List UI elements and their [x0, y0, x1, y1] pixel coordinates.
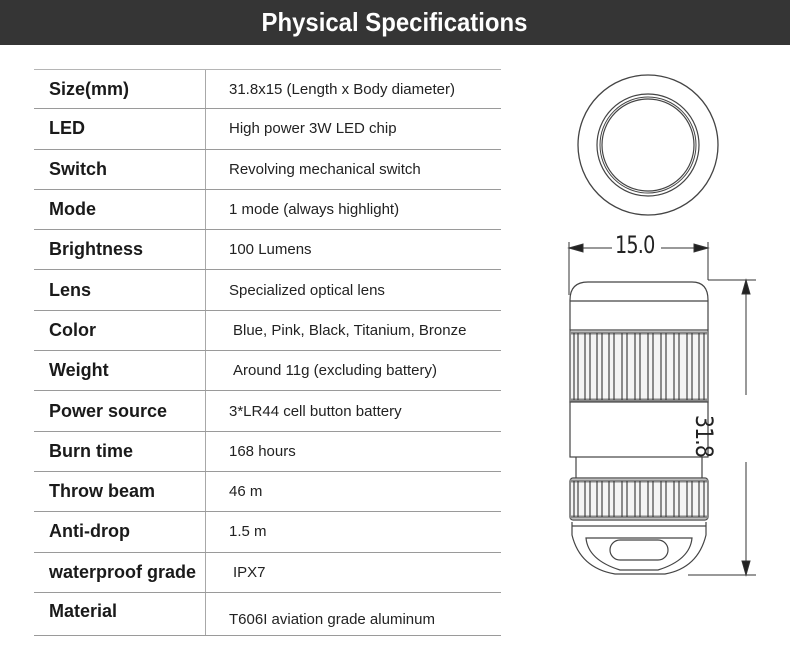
spec-row-material [34, 593, 501, 636]
spec-row-burn-time [34, 432, 501, 472]
spec-row-size [34, 69, 501, 109]
page-header [0, 0, 790, 45]
spec-row-waterproof [34, 553, 501, 593]
spec-label: waterproof grade [34, 553, 206, 592]
spec-value: Around 11g (excluding battery) [233, 362, 438, 380]
spec-value: Specialized optical lens [229, 281, 385, 299]
spec-table [34, 69, 501, 636]
spec-value: 100 Lumens [229, 241, 312, 259]
spec-row-led [34, 109, 501, 149]
width-dimension-label: 15.0 [614, 231, 655, 259]
spec-label: Brightness [34, 230, 206, 269]
spec-row-weight [34, 351, 501, 391]
spec-label: Throw beam [34, 472, 206, 511]
spec-value: 31.8x15 (Length x Body diameter) [229, 80, 455, 98]
spec-label: Anti-drop [34, 512, 206, 551]
spec-value: T606I aviation grade aluminum [229, 611, 435, 629]
spec-row-anti-drop [34, 512, 501, 552]
spec-value: High power 3W LED chip [229, 120, 397, 138]
spec-label: LED [34, 109, 206, 148]
spec-label: Material [34, 593, 206, 635]
spec-label: Weight [34, 351, 206, 390]
spec-value: IPX7 [233, 563, 266, 581]
spec-value: 1.5 m [229, 523, 267, 541]
page-title: Physical Specifications [262, 7, 528, 37]
spec-row-mode [34, 190, 501, 230]
spec-value: 1 mode (always highlight) [229, 201, 400, 219]
spec-row-throw-beam [34, 472, 501, 512]
spec-row-color [34, 311, 501, 351]
spec-label: Lens [34, 270, 206, 309]
spec-value: 168 hours [229, 442, 296, 460]
spec-value: Blue, Pink, Black, Titanium, Bronze [233, 321, 467, 339]
spec-value: 46 m [229, 483, 263, 501]
technical-drawing [540, 60, 790, 600]
spec-label: Switch [34, 150, 206, 189]
spec-value: Revolving mechanical switch [229, 160, 421, 178]
flashlight-drawing-icon [540, 60, 790, 600]
spec-label: Mode [34, 190, 206, 229]
spec-label: Size(mm) [34, 70, 206, 108]
length-dimension-label: 31.8 [690, 415, 718, 458]
spec-row-brightness [34, 230, 501, 270]
spec-value: 3*LR44 cell button battery [229, 402, 402, 420]
front-view-circle [578, 75, 718, 215]
spec-row-power-source [34, 391, 501, 431]
spec-label: Burn time [34, 432, 206, 471]
spec-label: Power source [34, 391, 206, 430]
spec-row-switch [34, 150, 501, 190]
spec-label: Color [34, 311, 206, 350]
spec-row-lens [34, 270, 501, 310]
